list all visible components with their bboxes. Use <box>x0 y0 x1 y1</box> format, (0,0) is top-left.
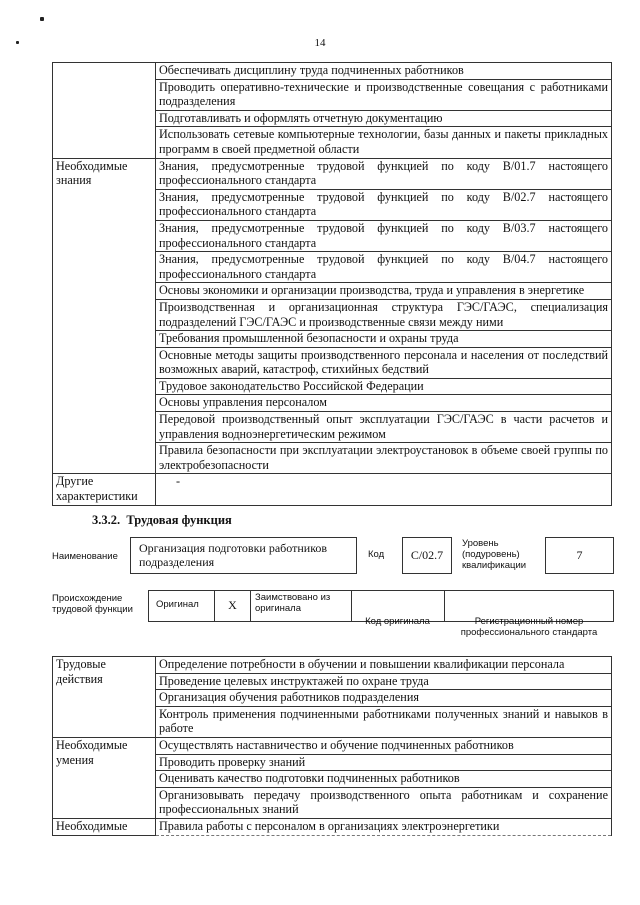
skills-table <box>52 62 612 506</box>
list-item: Обеспечивать дисциплину труда подчиненных работников <box>156 63 612 80</box>
list-item: Контроль применения подчиненными работниками полученных знаний и навыков в работе <box>156 706 612 737</box>
list-item: Проводить проверку знаний <box>156 754 612 771</box>
table-row <box>53 737 612 754</box>
original-mark-field <box>214 590 251 622</box>
list-item: Организовывать передачу производственного опыта работникам и сохранение профессиональных знаний <box>156 787 612 818</box>
section-number: 3.3.2. <box>92 513 121 527</box>
table-row <box>53 63 612 80</box>
function-table <box>52 656 612 836</box>
list-item: Проводить оперативно-технические и производственные совещания с работниками подразделения <box>156 79 612 110</box>
table-row <box>53 818 612 835</box>
list-item: Основы управления персоналом <box>156 395 612 412</box>
list-item: Основы экономики и организации производства, труда и управления в энергетике <box>156 283 612 300</box>
list-item: Знания, предусмотренные трудовой функцией по коду B/02.7 настоящего профессионального стандарта <box>156 189 612 220</box>
code-value: C/02.7 <box>410 548 444 562</box>
borrowed-field <box>250 590 352 622</box>
list-item: Трудовое законодательство Российской Федерации <box>156 378 612 395</box>
list-item: Знания, предусмотренные трудовой функцией по коду B/04.7 настоящего профессионального стандарта <box>156 252 612 283</box>
table-row <box>53 158 612 189</box>
name-field <box>130 537 357 574</box>
list-item: Организация обучения работников подразделения <box>156 690 612 707</box>
code-field <box>402 537 452 574</box>
list-item: Знания, предусмотренные трудовой функцией по коду B/03.7 настоящего профессионального стандарта <box>156 220 612 251</box>
list-item: Использовать сетевые компьютерные технологии, базы данных и пакеты прикладных программ в своей предметной области <box>156 127 612 158</box>
section-name: Трудовая функция <box>126 513 232 527</box>
row-label: Необходимые знания <box>53 158 156 474</box>
list-item: Знания, предусмотренные трудовой функцией по коду B/01.7 настоящего профессионального стандарта <box>156 158 612 189</box>
list-item: Проведение целевых инструктажей по охране труда <box>156 673 612 690</box>
list-item: Подготавливать и оформлять отчетную документацию <box>156 110 612 127</box>
table-row <box>53 657 612 674</box>
list-item: Определение потребности в обучении и повышении квалификации персонала <box>156 657 612 674</box>
level-field <box>545 537 614 574</box>
list-item: Основные методы защиты производственного персонала и населения от последствий возможных аварий, катастроф, стихийных бедствий <box>156 347 612 378</box>
section-title <box>92 513 232 528</box>
list-item: Требования промышленной безопасности и охраны труда <box>156 331 612 348</box>
page-number: 14 <box>314 37 326 49</box>
borrowed-label: Заимствовано из оригинала <box>255 592 331 614</box>
table-row <box>53 474 612 505</box>
row-label: Необходимые <box>53 818 156 835</box>
list-item: Правила безопасности при эксплуатации электроустановок в объеме своей группы по электробезопасности <box>156 443 612 474</box>
code-label: Код <box>368 549 385 560</box>
name-value: Организация подготовки работников подразделения <box>139 541 328 569</box>
list-item: - <box>156 474 612 505</box>
name-label: Наименование <box>52 551 118 562</box>
original-field <box>148 590 215 622</box>
list-item: Оценивать качество подготовки подчиненных работников <box>156 771 612 788</box>
scan-mark <box>40 17 44 21</box>
original-mark: X <box>228 598 237 612</box>
reg-number-label: Регистрационный номер профессионального стандарта <box>460 616 598 638</box>
level-value: 7 <box>576 548 583 562</box>
list-item: Осуществлять наставничество и обучение подчиненных работников <box>156 737 612 754</box>
code-original-label: Код оригинала <box>365 616 430 627</box>
list-item: Передовой производственный опыт эксплуатации ГЭС/ГАЭС в части расчетов и управления водноэнергетическим режимом <box>156 412 612 443</box>
level-label: Уровень (подуровень) квалификации <box>462 538 527 571</box>
row-label: Трудовые действия <box>53 657 156 738</box>
origin-label: Происхождение трудовой функции <box>52 593 133 615</box>
row-label <box>53 63 156 159</box>
row-label: Необходимые умения <box>53 737 156 818</box>
row-label: Другие характеристики <box>53 474 156 505</box>
original-label: Оригинал <box>156 599 199 610</box>
list-item: Правила работы с персоналом в организациях электроэнергетики <box>156 818 612 835</box>
list-item: Производственная и организационная структура ГЭС/ГАЭС, специализация подразделений ГЭС/ГАЭС и производственные связи между ними <box>156 299 612 330</box>
